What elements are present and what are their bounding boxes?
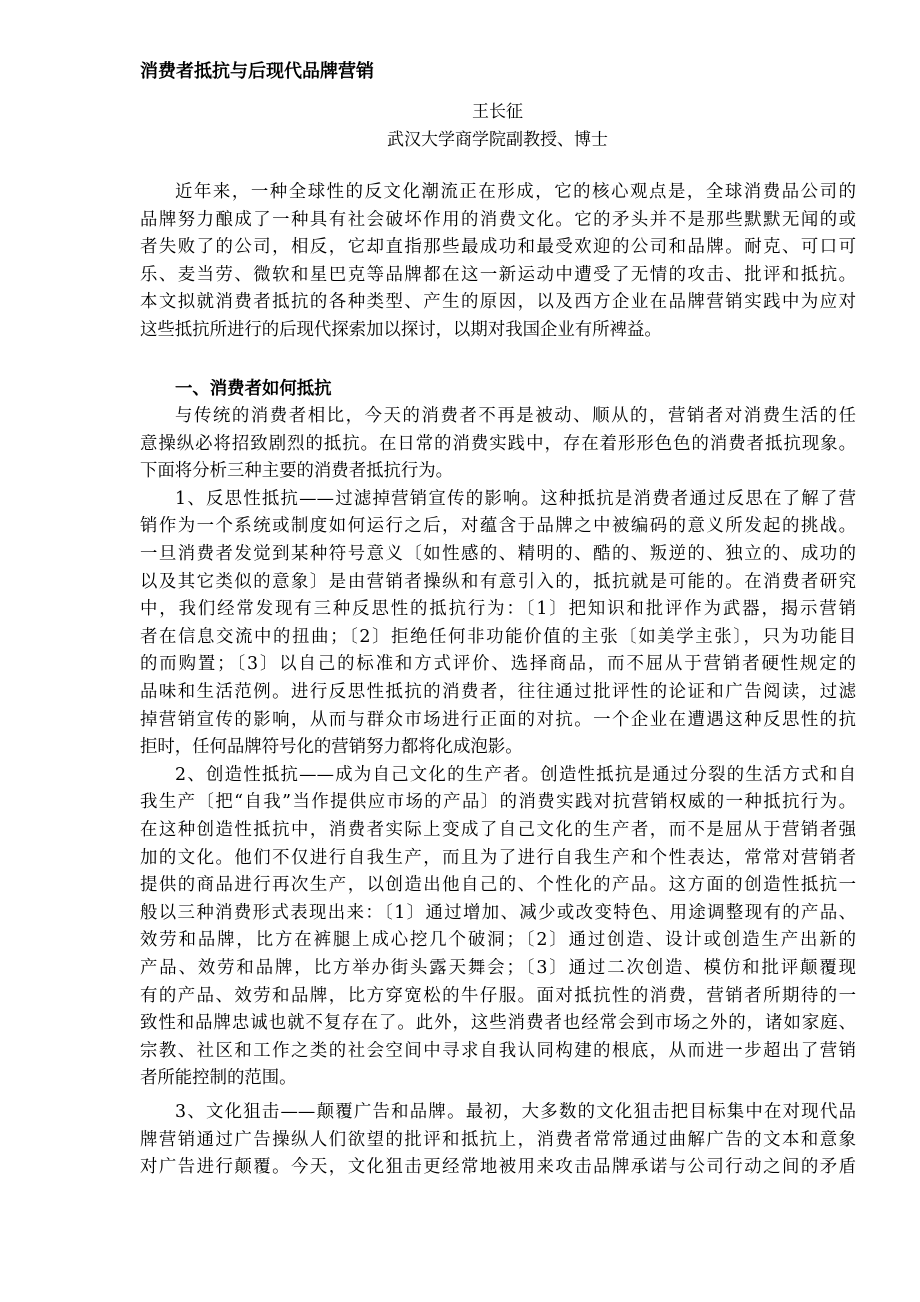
text-line: 乐、麦当劳、微软和星巴克等品牌都在这一新运动中遭受了无情的攻击、批评和抵抗。 [140,264,856,285]
author-name: 王长征 [472,102,523,122]
document-title: 消费者抵抗与后现代品牌营销 [140,61,374,82]
text-line: 效劳和品牌，比方在裤腿上成心挖几个破洞；〔2〕通过创造、设计或创造生产出新的 [140,930,856,951]
text-line: 下面将分析三种主要的消费者抵抗行为。 [140,461,454,482]
text-line: 者在信息交流中的扭曲；〔2〕拒绝任何非功能价值的主张〔如美学主张〕，只为功能目 [140,626,856,647]
text-line: 致性和品牌忠诚也就不复存在了。此外，这些消费者也经常会到市场之外的，诸如家庭、 [140,1013,856,1034]
text-line: 3、文化狙击——颠覆广告和品牌。最初，大多数的文化狙击把目标集中在对现代品 [175,1102,856,1122]
text-line: 这些抵抗所进行的后现代探索加以探讨，以期对我国企业有所裨益。 [140,319,662,340]
text-line: 中，我们经常发现有三种反思性的抵抗行为：〔1〕把知识和批评作为武器，揭示营销 [140,599,856,620]
text-line: 销作为一个系统或制度如何运行之后，对蕴含于品牌之中被编码的意义所发起的挑战。 [140,516,856,537]
text-line: 掉营销宣传的影响，从而与群众市场进行正面的对抗。一个企业在遭遇这种反思性的抗 [140,709,856,730]
text-line: 对广告进行颠覆。今天，文化狙击更经常地被用来攻击品牌承诺与公司行动之间的矛盾 [140,1157,856,1178]
text-line: 以及其它类似的意象〕是由营销者操纵和有意引入的，抵抗就是可能的。在消费者研究 [140,571,856,592]
text-line: 者所能控制的范围。 [140,1068,297,1089]
text-line: 般以三种消费形式表现出来：〔1〕通过增加、减少或改变特色、用途调整现有的产品、 [140,902,856,923]
text-line: 者失败了的公司，相反，它却直指那些最成功和最受欢迎的公司和品牌。耐克、可口可 [140,237,856,258]
culture-jamming-paragraph [140,1099,856,1182]
text-line: 加的文化。他们不仅进行自我生产，而且为了进行自我生产和个性表达，常常对营销者 [140,847,856,868]
text-line: 本文拟就消费者抵抗的各种类型、产生的原因，以及西方企业在品牌营销实践中为应对 [140,292,856,313]
reflexive-resistance-paragraph [140,486,856,762]
text-line: 我生产〔把“自我”当作提供应市场的产品〕的消费实践对抗营销权威的一种抵抗行为。 [140,792,856,813]
text-line: 牌营销通过广告操纵人们欲望的批评和抵抗上，消费者常常通过曲解广告的文本和意象 [140,1129,856,1150]
text-line: 意操纵必将招致剧烈的抵抗。在日常的消费实践中，存在着形形色色的消费者抵抗现象。 [140,433,856,454]
text-line: 的而购置；〔3〕以自己的标准和方式评价、选择商品，而不屈从于营销者硬性规定的 [140,654,856,675]
text-line: 品牌努力酿成了一种具有社会破坏作用的消费文化。它的矛头并不是那些默默无闻的或 [140,209,856,230]
text-line: 提供的商品进行再次生产，以创造出他自己的、个性化的产品。这方面的创造性抵抗一 [140,875,856,896]
text-line: 2、创造性抵抗——成为自己文化的生产者。创造性抵抗是通过分裂的生活方式和自 [175,764,856,785]
intro-paragraph [140,403,856,486]
creative-resistance-paragraph [140,762,856,1093]
text-line: 拒时，任何品牌符号化的营销努力都将化成泡影。 [140,737,523,758]
section-heading: 一、消费者如何抵抗 [175,379,332,399]
text-line: 近年来，一种全球性的反文化潮流正在形成，它的核心观点是，全球消费品公司的 [175,182,856,202]
text-line: 品味和生活范例。进行反思性抵抗的消费者，往往通过批评性的论证和广告阅读，过滤 [140,681,856,702]
text-line: 1、反思性抵抗——过滤掉营销宣传的影响。这种抵抗是消费者通过反思在了解了营 [175,488,856,509]
author-affiliation: 武汉大学商学院副教授、博士 [387,130,608,150]
text-line: 一旦消费者发觉到某种符号意义〔如性感的、精明的、酷的、叛逆的、独立的、成功的 [140,543,856,564]
text-line: 产品、效劳和品牌，比方举办街头露天舞会；〔3〕通过二次创造、模仿和批评颠覆现 [140,957,856,978]
text-line: 与传统的消费者相比，今天的消费者不再是被动、顺从的，营销者对消费生活的任 [175,406,856,426]
text-line: 宗教、社区和工作之类的社会空间中寻求自我认同构建的根底，从而进一步超出了营销 [140,1040,856,1061]
text-line: 在这种创造性抵抗中，消费者实际上变成了自己文化的生产者，而不是屈从于营销者强 [140,819,856,840]
text-line: 有的产品、效劳和品牌，比方穿宽松的牛仔服。面对抵抗性的消费，营销者所期待的一 [140,985,856,1006]
abstract-paragraph [140,179,856,345]
